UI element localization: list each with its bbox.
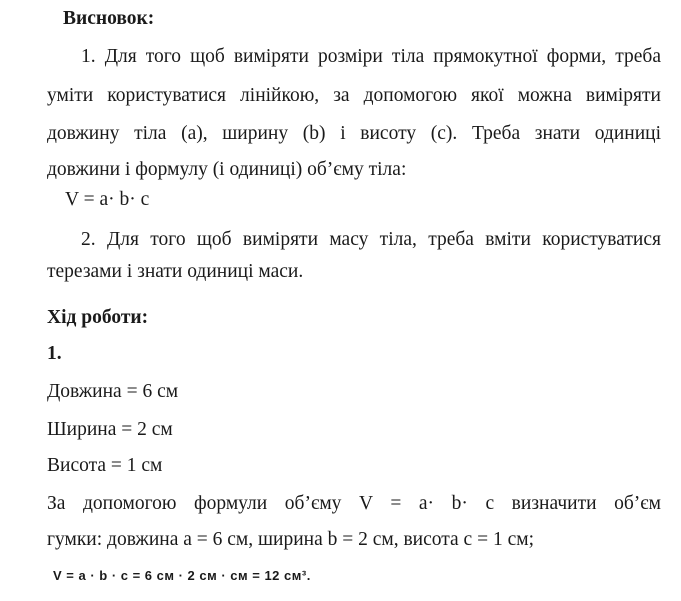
volume-calculation: V = a · b · c = 6 см · 2 см · см = 12 см³. xyxy=(53,568,311,583)
conclusion-heading: Висновок: xyxy=(63,8,155,29)
step-number: 1. xyxy=(47,343,62,364)
volume-formula: V = a· b· c xyxy=(65,189,150,210)
paragraph-line: уміти користуватися лінійкою, за допомогою якої можна виміряти xyxy=(47,85,661,106)
work-heading: Хід роботи: xyxy=(47,307,149,328)
paragraph-line: довжину тіла (а), ширину (b) і висоту (с). Треба знати одиниці xyxy=(47,123,661,144)
paragraph-line: За допомогою формули об’єму V = a· b· c визначити об’єм xyxy=(47,493,661,514)
width-value: Ширина = 2 см xyxy=(47,419,173,440)
paragraph-line: гумки: довжина a = 6 см, ширина b = 2 см, висота c = 1 см; xyxy=(47,529,534,550)
height-value: Висота = 1 см xyxy=(47,455,163,476)
paragraph-line: 1. Для того щоб виміряти розміри тіла прямокутної форми, треба xyxy=(81,46,661,67)
paragraph-line: довжини і формулу (і одиниці) об’єму тіла: xyxy=(47,159,407,180)
paragraph-line: 2. Для того щоб виміряти масу тіла, треба вміти користуватися xyxy=(81,229,661,250)
length-value: Довжина = 6 см xyxy=(47,381,179,402)
paragraph-line: терезами і знати одиниці маси. xyxy=(47,261,304,282)
